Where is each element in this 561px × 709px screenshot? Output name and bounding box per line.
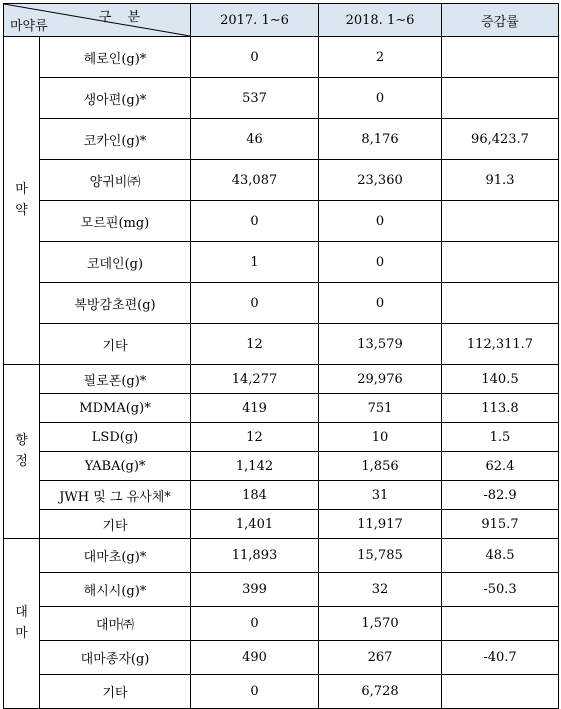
- col-header-change: 증감률: [442, 4, 559, 37]
- value-2017-cell: 46: [191, 119, 319, 160]
- change-rate-cell: [442, 201, 559, 242]
- item-cell: MDMA(g)*: [40, 394, 191, 423]
- header-row: [4, 4, 559, 37]
- value-2017-cell: 43,087: [191, 160, 319, 201]
- change-rate-cell: [442, 78, 559, 119]
- value-2017-cell: 1: [191, 242, 319, 283]
- value-2018-cell: 8,176: [319, 119, 442, 160]
- value-2018-cell: 29,976: [319, 365, 442, 394]
- item-cell: 모르핀(mg): [40, 201, 191, 242]
- value-2018-cell: 32: [319, 573, 442, 607]
- item-cell: 대마초(g)*: [40, 539, 191, 573]
- change-rate-cell: [442, 37, 559, 78]
- seizure-table: [3, 3, 559, 709]
- value-2018-cell: 0: [319, 78, 442, 119]
- change-rate-cell: 48.5: [442, 539, 559, 573]
- table-row: [4, 324, 559, 365]
- change-rate-cell: [442, 283, 559, 324]
- item-cell: 생아편(g)*: [40, 78, 191, 119]
- table-row: [4, 283, 559, 324]
- change-rate-cell: 91.3: [442, 160, 559, 201]
- value-2017-cell: 0: [191, 675, 319, 709]
- corner-bottom-label: 마약류: [10, 19, 48, 34]
- value-2017-cell: 0: [191, 201, 319, 242]
- value-2017-cell: 0: [191, 283, 319, 324]
- value-2017-cell: 537: [191, 78, 319, 119]
- item-cell: JWH 및 그 유사체*: [40, 481, 191, 510]
- category-char: 마: [15, 625, 28, 641]
- table-row: [4, 481, 559, 510]
- col-header-2017: 2017. 1∼6: [191, 4, 319, 37]
- item-cell: 기타: [40, 510, 191, 539]
- item-cell: 필로폰(g)*: [40, 365, 191, 394]
- value-2017-cell: 419: [191, 394, 319, 423]
- value-2018-cell: 31: [319, 481, 442, 510]
- value-2017-cell: 490: [191, 641, 319, 675]
- change-rate-cell: [442, 607, 559, 641]
- change-rate-cell: 113.8: [442, 394, 559, 423]
- table-row: [4, 119, 559, 160]
- category-label: [15, 431, 28, 471]
- item-cell: 코카인(g)*: [40, 119, 191, 160]
- change-rate-cell: [442, 242, 559, 283]
- value-2017-cell: 11,893: [191, 539, 319, 573]
- value-2017-cell: 1,142: [191, 452, 319, 481]
- value-2018-cell: 0: [319, 242, 442, 283]
- category-char: 정: [15, 453, 28, 469]
- col-header-2018: 2018. 1∼6: [319, 4, 442, 37]
- value-2017-cell: 184: [191, 481, 319, 510]
- item-cell: YABA(g)*: [40, 452, 191, 481]
- table-row: [4, 641, 559, 675]
- category-char: 약: [15, 202, 28, 218]
- value-2018-cell: 6,728: [319, 675, 442, 709]
- category-label: [15, 603, 28, 643]
- value-2017-cell: 0: [191, 37, 319, 78]
- change-rate-cell: -82.9: [442, 481, 559, 510]
- item-cell: 복방감초편(g): [40, 283, 191, 324]
- change-rate-cell: 96,423.7: [442, 119, 559, 160]
- change-rate-cell: 140.5: [442, 365, 559, 394]
- category-char: 향: [15, 433, 28, 449]
- table-row: [4, 423, 559, 452]
- value-2018-cell: 0: [319, 201, 442, 242]
- value-2018-cell: 15,785: [319, 539, 442, 573]
- value-2018-cell: 13,579: [319, 324, 442, 365]
- change-rate-cell: 62.4: [442, 452, 559, 481]
- item-cell: 양귀비㈜: [40, 160, 191, 201]
- value-2018-cell: 751: [319, 394, 442, 423]
- table-row: [4, 452, 559, 481]
- category-char: 마: [15, 182, 28, 198]
- value-2018-cell: 10: [319, 423, 442, 452]
- table-row: [4, 201, 559, 242]
- table-row: [4, 675, 559, 709]
- value-2017-cell: 0: [191, 607, 319, 641]
- change-rate-cell: -50.3: [442, 573, 559, 607]
- value-2018-cell: 23,360: [319, 160, 442, 201]
- table-row: [4, 394, 559, 423]
- value-2018-cell: 2: [319, 37, 442, 78]
- table-row: [4, 607, 559, 641]
- table-row: [4, 573, 559, 607]
- item-cell: LSD(g): [40, 423, 191, 452]
- table-row: [4, 242, 559, 283]
- table-row: [4, 539, 559, 573]
- value-2017-cell: 1,401: [191, 510, 319, 539]
- change-rate-cell: 112,311.7: [442, 324, 559, 365]
- table-row: [4, 37, 559, 78]
- item-cell: 헤로인(g)*: [40, 37, 191, 78]
- corner-top-label: 구 분: [98, 10, 146, 25]
- value-2018-cell: 1,856: [319, 452, 442, 481]
- table-row: [4, 510, 559, 539]
- value-2017-cell: 12: [191, 324, 319, 365]
- table-row: [4, 78, 559, 119]
- value-2017-cell: 399: [191, 573, 319, 607]
- change-rate-cell: 915.7: [442, 510, 559, 539]
- value-2018-cell: 267: [319, 641, 442, 675]
- value-2018-cell: 1,570: [319, 607, 442, 641]
- category-cell: [4, 365, 40, 539]
- corner-header-cell: [4, 4, 191, 37]
- value-2018-cell: 0: [319, 283, 442, 324]
- item-cell: 기타: [40, 324, 191, 365]
- category-cell: [4, 37, 40, 365]
- item-cell: 해시시(g)*: [40, 573, 191, 607]
- change-rate-cell: [442, 675, 559, 709]
- item-cell: 코데인(g): [40, 242, 191, 283]
- table-row: [4, 160, 559, 201]
- category-label: [15, 180, 28, 220]
- category-char: 대: [15, 605, 28, 621]
- category-cell: [4, 539, 40, 709]
- value-2017-cell: 12: [191, 423, 319, 452]
- item-cell: 대마종자(g): [40, 641, 191, 675]
- change-rate-cell: 1.5: [442, 423, 559, 452]
- value-2018-cell: 11,917: [319, 510, 442, 539]
- change-rate-cell: -40.7: [442, 641, 559, 675]
- item-cell: 대마㈜: [40, 607, 191, 641]
- table-row: [4, 365, 559, 394]
- item-cell: 기타: [40, 675, 191, 709]
- value-2017-cell: 14,277: [191, 365, 319, 394]
